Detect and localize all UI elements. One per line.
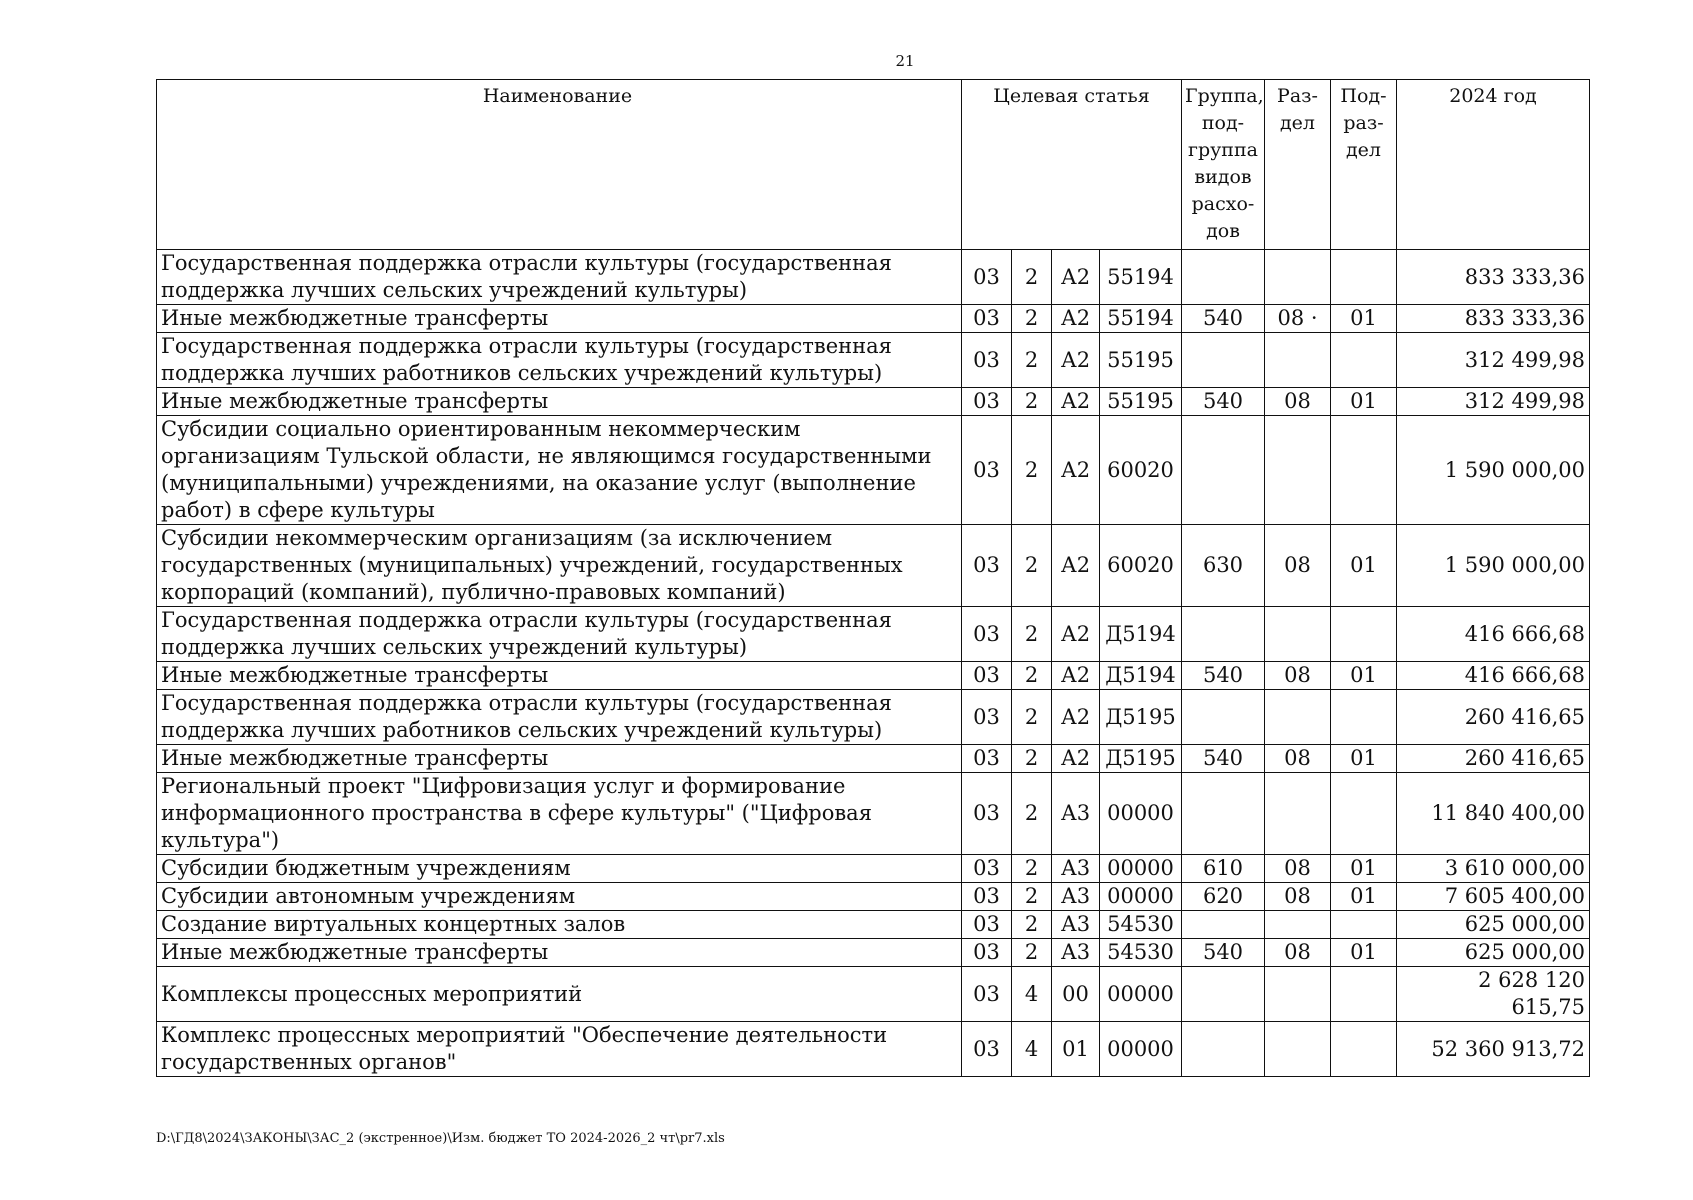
row-section [1265, 250, 1331, 305]
row-subsection [1331, 967, 1397, 1022]
row-code-project: А2 [1052, 333, 1100, 388]
row-name: Государственная поддержка отрасли культуры (государственная поддержка лучших сельских учреждений культуры) [157, 607, 962, 662]
row-code-program: 03 [962, 883, 1012, 911]
row-name: Государственная поддержка отрасли культуры (государственная поддержка лучших работников сельских учреждений культуры) [157, 690, 962, 745]
row-expense-group [1182, 416, 1265, 525]
row-expense-group: 620 [1182, 883, 1265, 911]
row-code-project: А2 [1052, 525, 1100, 607]
row-code-subprogram: 2 [1012, 690, 1052, 745]
row-subsection [1331, 250, 1397, 305]
row-code-subprogram: 2 [1012, 250, 1052, 305]
row-name: Региональный проект "Цифровизация услуг и формирование информационного пространства в сфере культуры" ("Цифровая культура") [157, 773, 962, 855]
row-section: 08 [1265, 939, 1331, 967]
row-code-project: А2 [1052, 662, 1100, 690]
table-body [157, 250, 1590, 1077]
row-name: Государственная поддержка отрасли культуры (государственная поддержка лучших сельских учреждений культуры) [157, 250, 962, 305]
row-name: Комплекс процессных мероприятий "Обеспечение деятельности государственных органов" [157, 1022, 962, 1077]
row-code-direction: 60020 [1100, 416, 1182, 525]
row-code-program: 03 [962, 525, 1012, 607]
row-amount: 625 000,00 [1397, 939, 1590, 967]
row-name: Иные межбюджетные трансферты [157, 745, 962, 773]
table-row [157, 745, 1590, 773]
table-row [157, 388, 1590, 416]
row-code-project: А2 [1052, 690, 1100, 745]
row-code-direction: 54530 [1100, 911, 1182, 939]
row-amount: 260 416,65 [1397, 690, 1590, 745]
column-header-subsection: Под- раз- дел [1331, 80, 1397, 250]
row-subsection: 01 [1331, 855, 1397, 883]
row-code-direction: 54530 [1100, 939, 1182, 967]
row-amount: 11 840 400,00 [1397, 773, 1590, 855]
row-code-project: А2 [1052, 607, 1100, 662]
row-name: Иные межбюджетные трансферты [157, 939, 962, 967]
table-row [157, 939, 1590, 967]
row-subsection [1331, 690, 1397, 745]
row-code-project: А3 [1052, 911, 1100, 939]
row-amount: 260 416,65 [1397, 745, 1590, 773]
row-code-program: 03 [962, 939, 1012, 967]
table-row [157, 773, 1590, 855]
row-code-direction: Д5195 [1100, 745, 1182, 773]
row-code-program: 03 [962, 250, 1012, 305]
row-expense-group [1182, 773, 1265, 855]
row-section [1265, 773, 1331, 855]
row-code-program: 03 [962, 416, 1012, 525]
table-row [157, 662, 1590, 690]
row-amount: 416 666,68 [1397, 662, 1590, 690]
row-code-subprogram: 2 [1012, 939, 1052, 967]
row-section: 08 [1265, 662, 1331, 690]
row-code-program: 03 [962, 1022, 1012, 1077]
row-code-project: А2 [1052, 745, 1100, 773]
row-code-program: 03 [962, 967, 1012, 1022]
row-code-program: 03 [962, 911, 1012, 939]
row-code-program: 03 [962, 773, 1012, 855]
row-amount: 416 666,68 [1397, 607, 1590, 662]
row-code-subprogram: 2 [1012, 883, 1052, 911]
row-subsection: 01 [1331, 883, 1397, 911]
row-code-direction: 55195 [1100, 333, 1182, 388]
footer-file-path: D:\ГД8\2024\ЗАКОНЫ\ЗАС_2 (экстренное)\Изм. бюджет ТО 2024-2026_2 чт\pr7.xls [156, 1131, 725, 1146]
row-code-subprogram: 2 [1012, 305, 1052, 333]
row-code-project: 00 [1052, 967, 1100, 1022]
row-code-subprogram: 2 [1012, 333, 1052, 388]
row-subsection [1331, 607, 1397, 662]
row-expense-group: 540 [1182, 388, 1265, 416]
row-name: Комплексы процессных мероприятий [157, 967, 962, 1022]
row-section: 08 [1265, 525, 1331, 607]
table-row [157, 525, 1590, 607]
row-amount: 52 360 913,72 [1397, 1022, 1590, 1077]
row-section: 08 [1265, 745, 1331, 773]
row-code-program: 03 [962, 388, 1012, 416]
row-subsection: 01 [1331, 525, 1397, 607]
table-row [157, 911, 1590, 939]
row-section [1265, 333, 1331, 388]
row-code-program: 03 [962, 662, 1012, 690]
row-code-direction: 55194 [1100, 250, 1182, 305]
table-row [157, 690, 1590, 745]
row-code-direction: 00000 [1100, 883, 1182, 911]
table-row [157, 250, 1590, 305]
row-code-direction: Д5194 [1100, 662, 1182, 690]
row-amount: 3 610 000,00 [1397, 855, 1590, 883]
row-subsection [1331, 333, 1397, 388]
row-code-program: 03 [962, 745, 1012, 773]
row-subsection: 01 [1331, 745, 1397, 773]
row-code-subprogram: 2 [1012, 607, 1052, 662]
row-code-project: А2 [1052, 305, 1100, 333]
row-code-program: 03 [962, 305, 1012, 333]
row-section [1265, 690, 1331, 745]
row-section [1265, 911, 1331, 939]
row-code-direction: Д5195 [1100, 690, 1182, 745]
row-section: 08 [1265, 855, 1331, 883]
row-subsection: 01 [1331, 662, 1397, 690]
row-code-subprogram: 2 [1012, 745, 1052, 773]
row-expense-group [1182, 607, 1265, 662]
row-expense-group: 540 [1182, 662, 1265, 690]
row-amount: 833 333,36 [1397, 250, 1590, 305]
row-code-direction: 00000 [1100, 1022, 1182, 1077]
column-header-section: Раз- дел [1265, 80, 1331, 250]
row-amount: 312 499,98 [1397, 333, 1590, 388]
row-subsection [1331, 911, 1397, 939]
page-number: 21 [895, 52, 915, 70]
row-code-project: А3 [1052, 773, 1100, 855]
row-name: Иные межбюджетные трансферты [157, 662, 962, 690]
column-header-expense-group: Группа, под- группа видов расхо- дов [1182, 80, 1265, 250]
row-code-direction: 55194 [1100, 305, 1182, 333]
row-expense-group: 540 [1182, 305, 1265, 333]
table-row [157, 855, 1590, 883]
row-code-project: 01 [1052, 1022, 1100, 1077]
row-code-project: А2 [1052, 416, 1100, 525]
table-row [157, 607, 1590, 662]
row-code-direction: Д5194 [1100, 607, 1182, 662]
row-code-direction: 60020 [1100, 525, 1182, 607]
row-code-subprogram: 4 [1012, 1022, 1052, 1077]
row-code-subprogram: 2 [1012, 416, 1052, 525]
table-row [157, 333, 1590, 388]
row-amount: 2 628 120 615,75 [1397, 967, 1590, 1022]
row-amount: 625 000,00 [1397, 911, 1590, 939]
row-code-project: А3 [1052, 939, 1100, 967]
row-section [1265, 416, 1331, 525]
budget-table [156, 79, 1590, 1077]
row-expense-group [1182, 1022, 1265, 1077]
table-row [157, 416, 1590, 525]
row-code-subprogram: 4 [1012, 967, 1052, 1022]
row-amount: 833 333,36 [1397, 305, 1590, 333]
row-section [1265, 1022, 1331, 1077]
column-header-year: 2024 год [1397, 80, 1590, 250]
row-code-subprogram: 2 [1012, 911, 1052, 939]
row-expense-group [1182, 250, 1265, 305]
row-name: Субсидии некоммерческим организациям (за исключением государственных (муниципальных) учреждений, государственных корпораций (компаний), публично-правовых компаний) [157, 525, 962, 607]
row-amount: 312 499,98 [1397, 388, 1590, 416]
row-name: Иные межбюджетные трансферты [157, 305, 962, 333]
row-expense-group: 610 [1182, 855, 1265, 883]
row-subsection: 01 [1331, 305, 1397, 333]
row-subsection [1331, 416, 1397, 525]
row-code-subprogram: 2 [1012, 855, 1052, 883]
row-expense-group [1182, 911, 1265, 939]
row-subsection: 01 [1331, 388, 1397, 416]
row-subsection: 01 [1331, 939, 1397, 967]
row-expense-group: 630 [1182, 525, 1265, 607]
row-code-direction: 00000 [1100, 773, 1182, 855]
column-header-name: Наименование [157, 80, 962, 250]
row-expense-group [1182, 967, 1265, 1022]
row-code-direction: 00000 [1100, 855, 1182, 883]
table-row [157, 1022, 1590, 1077]
table-header-row [157, 80, 1590, 250]
row-code-project: А3 [1052, 855, 1100, 883]
row-name: Субсидии бюджетным учреждениям [157, 855, 962, 883]
row-amount: 1 590 000,00 [1397, 416, 1590, 525]
row-code-subprogram: 2 [1012, 388, 1052, 416]
row-name: Субсидии социально ориентированным некоммерческим организациям Тульской области, не являющимся государственными (муниципальными) учреждениями, на оказание услуг (выполнение работ) в сфере культуры [157, 416, 962, 525]
row-code-program: 03 [962, 333, 1012, 388]
row-subsection [1331, 773, 1397, 855]
row-amount: 1 590 000,00 [1397, 525, 1590, 607]
row-amount: 7 605 400,00 [1397, 883, 1590, 911]
row-code-program: 03 [962, 690, 1012, 745]
row-subsection [1331, 1022, 1397, 1077]
row-section: 08 [1265, 883, 1331, 911]
row-section [1265, 967, 1331, 1022]
row-expense-group [1182, 690, 1265, 745]
row-expense-group: 540 [1182, 939, 1265, 967]
row-code-direction: 55195 [1100, 388, 1182, 416]
row-code-project: А3 [1052, 883, 1100, 911]
row-name: Субсидии автономным учреждениям [157, 883, 962, 911]
row-expense-group [1182, 333, 1265, 388]
row-name: Иные межбюджетные трансферты [157, 388, 962, 416]
table-row [157, 305, 1590, 333]
row-name: Государственная поддержка отрасли культуры (государственная поддержка лучших работников сельских учреждений культуры) [157, 333, 962, 388]
row-code-program: 03 [962, 607, 1012, 662]
row-expense-group: 540 [1182, 745, 1265, 773]
row-code-subprogram: 2 [1012, 773, 1052, 855]
row-code-project: А2 [1052, 250, 1100, 305]
row-code-direction: 00000 [1100, 967, 1182, 1022]
row-code-program: 03 [962, 855, 1012, 883]
row-section [1265, 607, 1331, 662]
table-row [157, 967, 1590, 1022]
row-section: 08 [1265, 388, 1331, 416]
column-header-target-article: Целевая статья [962, 80, 1182, 250]
row-section: 08 · [1265, 305, 1331, 333]
row-code-subprogram: 2 [1012, 525, 1052, 607]
table-row [157, 883, 1590, 911]
row-code-subprogram: 2 [1012, 662, 1052, 690]
row-code-project: А2 [1052, 388, 1100, 416]
row-name: Создание виртуальных концертных залов [157, 911, 962, 939]
